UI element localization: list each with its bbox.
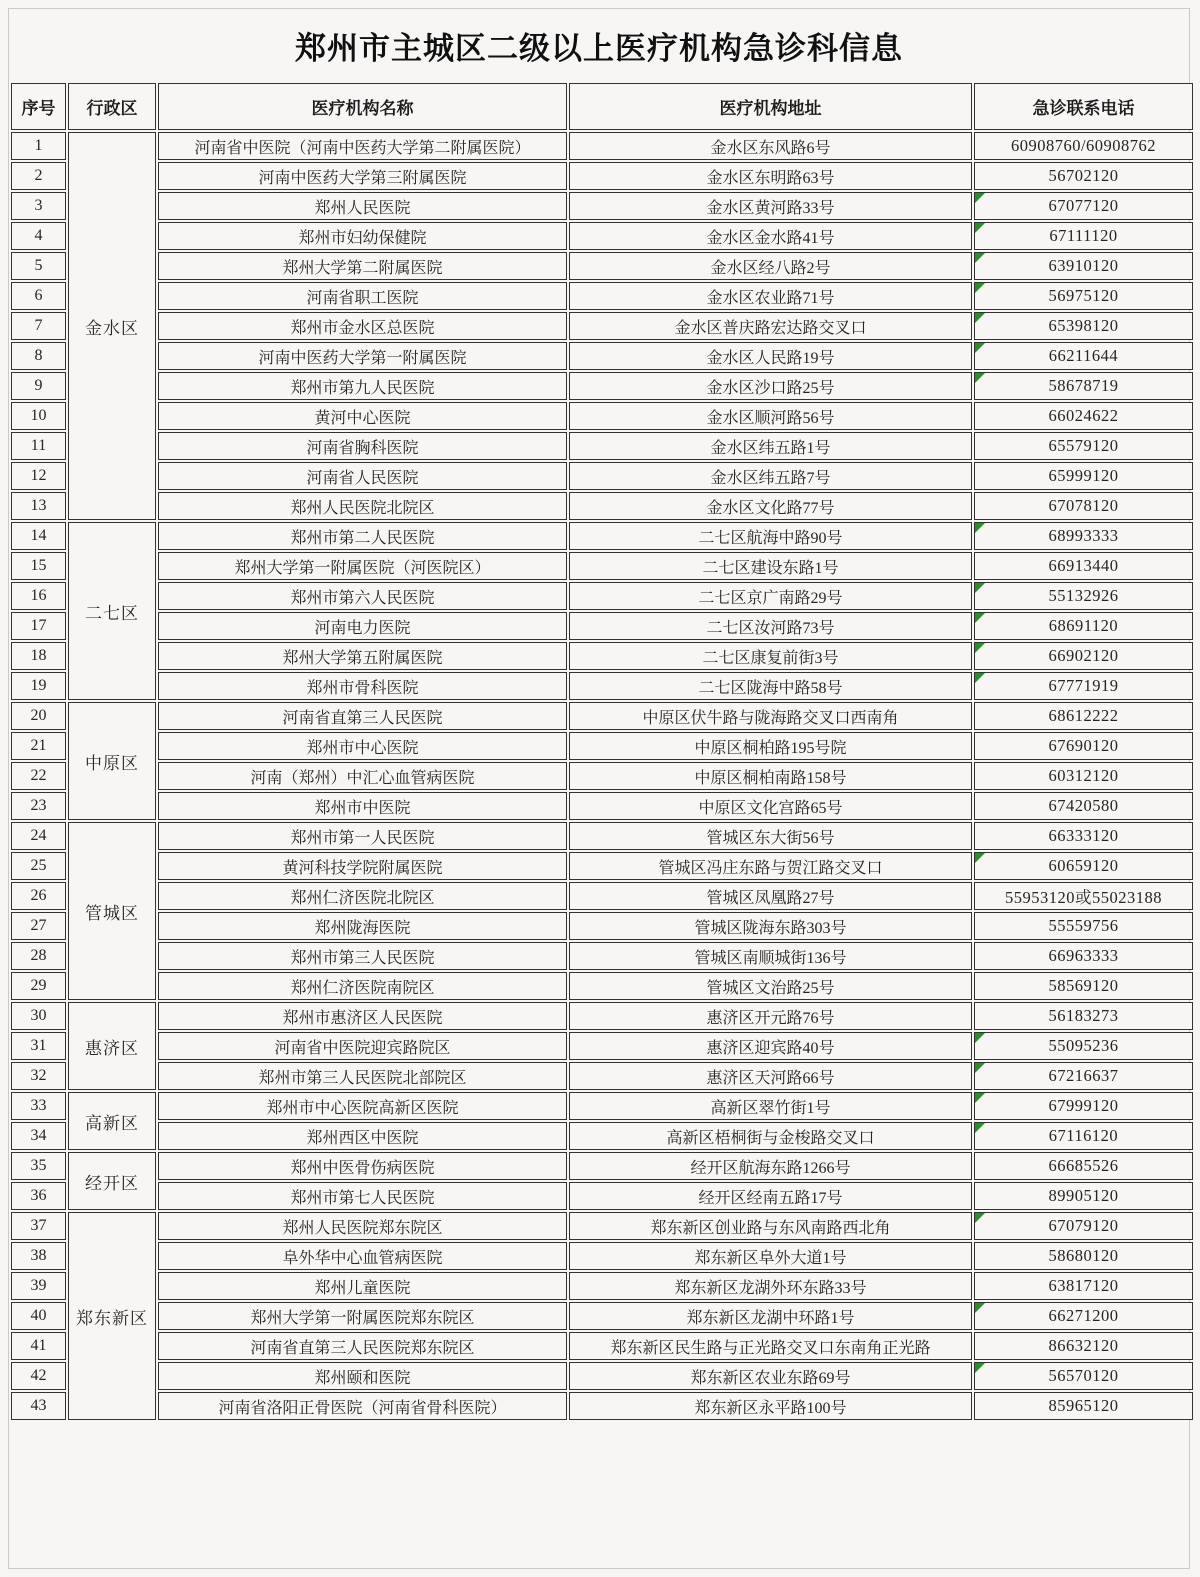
- hospital-address-cell: 金水区纬五路1号: [569, 432, 972, 460]
- column-header-district: 行政区: [68, 83, 156, 130]
- cell-corner-marker-icon: [975, 283, 985, 293]
- table-row: [11, 162, 1193, 190]
- row-number-cell: 11: [11, 432, 66, 460]
- row-number-cell: 37: [11, 1212, 66, 1240]
- table-body: [11, 132, 1193, 1420]
- hospital-address-cell: 经开区航海东路1266号: [569, 1152, 972, 1180]
- hospital-name-cell: 郑州市金水区总医院: [158, 312, 567, 340]
- hospital-address-cell: 金水区黄河路33号: [569, 192, 972, 220]
- table-row: [11, 222, 1193, 250]
- hospital-name-cell: 阜外华中心血管病医院: [158, 1242, 567, 1270]
- hospital-name-cell: 郑州市骨科医院: [158, 672, 567, 700]
- hospital-name-cell: 河南省职工医院: [158, 282, 567, 310]
- hospital-address-cell: 惠济区迎宾路40号: [569, 1032, 972, 1060]
- table-row: [11, 1092, 1193, 1120]
- hospital-address-cell: 二七区汝河路73号: [569, 612, 972, 640]
- hospital-name-cell: 黄河中心医院: [158, 402, 567, 430]
- cell-corner-marker-icon: [975, 613, 985, 623]
- hospital-address-cell: 高新区梧桐街与金梭路交叉口: [569, 1122, 972, 1150]
- table-row: [11, 1302, 1193, 1330]
- table-row: [11, 732, 1193, 760]
- hospital-emergency-table: [9, 81, 1195, 1422]
- column-header-no: 序号: [11, 83, 66, 130]
- cell-corner-marker-icon: [975, 1213, 985, 1223]
- hospital-address-cell: 金水区经八路2号: [569, 252, 972, 280]
- table-row: [11, 552, 1193, 580]
- row-number-cell: 18: [11, 642, 66, 670]
- hospital-address-cell: 二七区康复前街3号: [569, 642, 972, 670]
- cell-corner-marker-icon: [975, 523, 985, 533]
- cell-corner-marker-icon: [975, 313, 985, 323]
- hospital-name-cell: 郑州市中心医院高新区医院: [158, 1092, 567, 1120]
- column-header-phone: 急诊联系电话: [974, 83, 1193, 130]
- hospital-address-cell: 中原区文化宫路65号: [569, 792, 972, 820]
- hospital-name-cell: 郑州大学第二附属医院: [158, 252, 567, 280]
- cell-corner-marker-icon: [975, 1093, 985, 1103]
- hospital-address-cell: 郑东新区农业东路69号: [569, 1362, 972, 1390]
- district-cell: 金水区: [68, 132, 156, 520]
- cell-corner-marker-icon: [975, 583, 985, 593]
- emergency-phone-cell: 58680120: [974, 1242, 1193, 1270]
- hospital-name-cell: 郑州人民医院北院区: [158, 492, 567, 520]
- table-row: [11, 1362, 1193, 1390]
- hospital-address-cell: 金水区农业路71号: [569, 282, 972, 310]
- emergency-phone-cell: 55132926: [974, 582, 1193, 610]
- district-cell: 高新区: [68, 1092, 156, 1150]
- row-number-cell: 2: [11, 162, 66, 190]
- district-cell: 惠济区: [68, 1002, 156, 1090]
- hospital-address-cell: 二七区陇海中路58号: [569, 672, 972, 700]
- emergency-phone-cell: 66913440: [974, 552, 1193, 580]
- hospital-address-cell: 管城区凤凰路27号: [569, 882, 972, 910]
- hospital-address-cell: 金水区人民路19号: [569, 342, 972, 370]
- hospital-address-cell: 管城区冯庄东路与贺江路交叉口: [569, 852, 972, 880]
- row-number-cell: 43: [11, 1392, 66, 1420]
- emergency-phone-cell: 66333120: [974, 822, 1193, 850]
- row-number-cell: 21: [11, 732, 66, 760]
- emergency-phone-cell: 85965120: [974, 1392, 1193, 1420]
- column-header-address: 医疗机构地址: [569, 83, 972, 130]
- table-row: [11, 1002, 1193, 1030]
- hospital-address-cell: 惠济区天河路66号: [569, 1062, 972, 1090]
- row-number-cell: 35: [11, 1152, 66, 1180]
- table-row: [11, 492, 1193, 520]
- table-row: [11, 582, 1193, 610]
- emergency-phone-cell: 56975120: [974, 282, 1193, 310]
- table-row: [11, 702, 1193, 730]
- emergency-phone-cell: 67077120: [974, 192, 1193, 220]
- table-row: [11, 1392, 1193, 1420]
- emergency-phone-cell: 66024622: [974, 402, 1193, 430]
- emergency-phone-cell: 58569120: [974, 972, 1193, 1000]
- table-row: [11, 972, 1193, 1000]
- row-number-cell: 27: [11, 912, 66, 940]
- row-number-cell: 31: [11, 1032, 66, 1060]
- table-row: [11, 792, 1193, 820]
- emergency-phone-cell: 65398120: [974, 312, 1193, 340]
- emergency-phone-cell: 56702120: [974, 162, 1193, 190]
- table-row: [11, 192, 1193, 220]
- table-row: [11, 1332, 1193, 1360]
- hospital-name-cell: 河南省胸科医院: [158, 432, 567, 460]
- hospital-address-cell: 高新区翠竹街1号: [569, 1092, 972, 1120]
- column-header-name: 医疗机构名称: [158, 83, 567, 130]
- table-row: [11, 312, 1193, 340]
- row-number-cell: 12: [11, 462, 66, 490]
- emergency-phone-cell: 68691120: [974, 612, 1193, 640]
- emergency-phone-cell: 67999120: [974, 1092, 1193, 1120]
- row-number-cell: 23: [11, 792, 66, 820]
- table-row: [11, 132, 1193, 160]
- row-number-cell: 8: [11, 342, 66, 370]
- district-cell: 二七区: [68, 522, 156, 700]
- emergency-phone-cell: 66685526: [974, 1152, 1193, 1180]
- hospital-address-cell: 郑东新区阜外大道1号: [569, 1242, 972, 1270]
- table-row: [11, 342, 1193, 370]
- table-row: [11, 402, 1193, 430]
- emergency-phone-cell: 60659120: [974, 852, 1193, 880]
- hospital-name-cell: 郑州仁济医院南院区: [158, 972, 567, 1000]
- row-number-cell: 5: [11, 252, 66, 280]
- district-cell: 中原区: [68, 702, 156, 820]
- hospital-address-cell: 管城区文治路25号: [569, 972, 972, 1000]
- hospital-address-cell: 郑东新区龙湖外环东路33号: [569, 1272, 972, 1300]
- hospital-name-cell: 郑州陇海医院: [158, 912, 567, 940]
- table-row: [11, 1272, 1193, 1300]
- emergency-phone-cell: 65999120: [974, 462, 1193, 490]
- cell-corner-marker-icon: [975, 1063, 985, 1073]
- table-row: [11, 522, 1193, 550]
- emergency-phone-cell: 66902120: [974, 642, 1193, 670]
- table-row: [11, 762, 1193, 790]
- row-number-cell: 28: [11, 942, 66, 970]
- hospital-address-cell: 金水区普庆路宏达路交叉口: [569, 312, 972, 340]
- emergency-phone-cell: 65579120: [974, 432, 1193, 460]
- hospital-address-cell: 管城区东大街56号: [569, 822, 972, 850]
- hospital-name-cell: 郑州中医骨伤病医院: [158, 1152, 567, 1180]
- spreadsheet-sheet: [8, 8, 1190, 1569]
- hospital-address-cell: 惠济区开元路76号: [569, 1002, 972, 1030]
- cell-corner-marker-icon: [975, 253, 985, 263]
- header-row: [11, 83, 1193, 130]
- row-number-cell: 13: [11, 492, 66, 520]
- hospital-address-cell: 经开区经南五路17号: [569, 1182, 972, 1210]
- emergency-phone-cell: 63817120: [974, 1272, 1193, 1300]
- hospital-address-cell: 郑东新区龙湖中环路1号: [569, 1302, 972, 1330]
- hospital-name-cell: 郑州市第七人民医院: [158, 1182, 567, 1210]
- hospital-name-cell: 河南省中医院（河南中医药大学第二附属医院）: [158, 132, 567, 160]
- emergency-phone-cell: 89905120: [974, 1182, 1193, 1210]
- emergency-phone-cell: 55095236: [974, 1032, 1193, 1060]
- hospital-name-cell: 河南省直第三人民医院: [158, 702, 567, 730]
- hospital-name-cell: 郑州人民医院郑东院区: [158, 1212, 567, 1240]
- hospital-address-cell: 金水区纬五路7号: [569, 462, 972, 490]
- hospital-name-cell: 郑州市第三人民医院: [158, 942, 567, 970]
- hospital-name-cell: 河南省中医院迎宾路院区: [158, 1032, 567, 1060]
- row-number-cell: 24: [11, 822, 66, 850]
- hospital-address-cell: 二七区建设东路1号: [569, 552, 972, 580]
- emergency-phone-cell: 60908760/60908762: [974, 132, 1193, 160]
- hospital-address-cell: 金水区沙口路25号: [569, 372, 972, 400]
- emergency-phone-cell: 55953120或55023188: [974, 882, 1193, 910]
- hospital-address-cell: 二七区京广南路29号: [569, 582, 972, 610]
- row-number-cell: 22: [11, 762, 66, 790]
- hospital-address-cell: 郑东新区创业路与东风南路西北角: [569, 1212, 972, 1240]
- hospital-name-cell: 郑州市第三人民医院北部院区: [158, 1062, 567, 1090]
- table-row: [11, 1212, 1193, 1240]
- table-row: [11, 1182, 1193, 1210]
- hospital-name-cell: 黄河科技学院附属医院: [158, 852, 567, 880]
- table-row: [11, 612, 1193, 640]
- hospital-name-cell: 郑州市第二人民医院: [158, 522, 567, 550]
- row-number-cell: 33: [11, 1092, 66, 1120]
- table-row: [11, 1032, 1193, 1060]
- cell-corner-marker-icon: [975, 223, 985, 233]
- cell-corner-marker-icon: [975, 193, 985, 203]
- row-number-cell: 9: [11, 372, 66, 400]
- page-title: 郑州市主城区二级以上医疗机构急诊科信息: [295, 30, 903, 66]
- emergency-phone-cell: 67216637: [974, 1062, 1193, 1090]
- row-number-cell: 20: [11, 702, 66, 730]
- hospital-address-cell: 金水区文化路77号: [569, 492, 972, 520]
- hospital-name-cell: 河南中医药大学第三附属医院: [158, 162, 567, 190]
- emergency-phone-cell: 55559756: [974, 912, 1193, 940]
- row-number-cell: 16: [11, 582, 66, 610]
- hospital-name-cell: 郑州颐和医院: [158, 1362, 567, 1390]
- hospital-name-cell: 郑州市第九人民医院: [158, 372, 567, 400]
- district-cell: 管城区: [68, 822, 156, 1000]
- emergency-phone-cell: 56183273: [974, 1002, 1193, 1030]
- hospital-address-cell: 管城区南顺城街136号: [569, 942, 972, 970]
- emergency-phone-cell: 58678719: [974, 372, 1193, 400]
- emergency-phone-cell: 60312120: [974, 762, 1193, 790]
- hospital-name-cell: 郑州西区中医院: [158, 1122, 567, 1150]
- hospital-name-cell: 河南电力医院: [158, 612, 567, 640]
- hospital-address-cell: 郑东新区永平路100号: [569, 1392, 972, 1420]
- emergency-phone-cell: 67111120: [974, 222, 1193, 250]
- table-row: [11, 1152, 1193, 1180]
- row-number-cell: 34: [11, 1122, 66, 1150]
- row-number-cell: 42: [11, 1362, 66, 1390]
- cell-corner-marker-icon: [975, 853, 985, 863]
- table-row: [11, 432, 1193, 460]
- hospital-name-cell: 郑州市中医院: [158, 792, 567, 820]
- cell-corner-marker-icon: [975, 673, 985, 683]
- hospital-name-cell: 郑州大学第一附属医院郑东院区: [158, 1302, 567, 1330]
- row-number-cell: 25: [11, 852, 66, 880]
- row-number-cell: 41: [11, 1332, 66, 1360]
- hospital-address-cell: 金水区东风路6号: [569, 132, 972, 160]
- hospital-name-cell: 郑州大学第五附属医院: [158, 642, 567, 670]
- cell-corner-marker-icon: [975, 373, 985, 383]
- row-number-cell: 38: [11, 1242, 66, 1270]
- table-row: [11, 642, 1193, 670]
- table-row: [11, 672, 1193, 700]
- emergency-phone-cell: 63910120: [974, 252, 1193, 280]
- hospital-name-cell: 郑州大学第一附属医院（河医院区）: [158, 552, 567, 580]
- hospital-name-cell: 河南省洛阳正骨医院（河南省骨科医院）: [158, 1392, 567, 1420]
- hospital-address-cell: 二七区航海中路90号: [569, 522, 972, 550]
- row-number-cell: 40: [11, 1302, 66, 1330]
- row-number-cell: 36: [11, 1182, 66, 1210]
- emergency-phone-cell: 67690120: [974, 732, 1193, 760]
- table-header: [11, 83, 1193, 130]
- hospital-name-cell: 河南中医药大学第一附属医院: [158, 342, 567, 370]
- hospital-name-cell: 郑州仁济医院北院区: [158, 882, 567, 910]
- emergency-phone-cell: 66271200: [974, 1302, 1193, 1330]
- hospital-address-cell: 中原区桐柏路195号院: [569, 732, 972, 760]
- hospital-name-cell: 河南省直第三人民医院郑东院区: [158, 1332, 567, 1360]
- hospital-name-cell: 郑州市第六人民医院: [158, 582, 567, 610]
- row-number-cell: 7: [11, 312, 66, 340]
- district-cell: 郑东新区: [68, 1212, 156, 1420]
- row-number-cell: 29: [11, 972, 66, 1000]
- hospital-address-cell: 金水区金水路41号: [569, 222, 972, 250]
- hospital-name-cell: 郑州儿童医院: [158, 1272, 567, 1300]
- hospital-name-cell: 郑州市中心医院: [158, 732, 567, 760]
- emergency-phone-cell: 68612222: [974, 702, 1193, 730]
- table-row: [11, 882, 1193, 910]
- row-number-cell: 39: [11, 1272, 66, 1300]
- row-number-cell: 3: [11, 192, 66, 220]
- table-row: [11, 1062, 1193, 1090]
- table-row: [11, 822, 1193, 850]
- hospital-name-cell: 河南（郑州）中汇心血管病医院: [158, 762, 567, 790]
- hospital-name-cell: 郑州市第一人民医院: [158, 822, 567, 850]
- emergency-phone-cell: 66963333: [974, 942, 1193, 970]
- emergency-phone-cell: 67079120: [974, 1212, 1193, 1240]
- hospital-address-cell: 金水区顺河路56号: [569, 402, 972, 430]
- table-row: [11, 252, 1193, 280]
- hospital-address-cell: 金水区东明路63号: [569, 162, 972, 190]
- row-number-cell: 4: [11, 222, 66, 250]
- hospital-name-cell: 郑州市妇幼保健院: [158, 222, 567, 250]
- row-number-cell: 1: [11, 132, 66, 160]
- emergency-phone-cell: 66211644: [974, 342, 1193, 370]
- row-number-cell: 15: [11, 552, 66, 580]
- hospital-name-cell: 郑州市惠济区人民医院: [158, 1002, 567, 1030]
- emergency-phone-cell: 67420580: [974, 792, 1193, 820]
- cell-corner-marker-icon: [975, 1033, 985, 1043]
- hospital-address-cell: 中原区桐柏南路158号: [569, 762, 972, 790]
- hospital-address-cell: 管城区陇海东路303号: [569, 912, 972, 940]
- emergency-phone-cell: 86632120: [974, 1332, 1193, 1360]
- cell-corner-marker-icon: [975, 1123, 985, 1133]
- table-row: [11, 462, 1193, 490]
- emergency-phone-cell: 56570120: [974, 1362, 1193, 1390]
- table-row: [11, 852, 1193, 880]
- row-number-cell: 14: [11, 522, 66, 550]
- row-number-cell: 6: [11, 282, 66, 310]
- emergency-phone-cell: 67116120: [974, 1122, 1193, 1150]
- row-number-cell: 19: [11, 672, 66, 700]
- hospital-address-cell: 中原区伏牛路与陇海路交叉口西南角: [569, 702, 972, 730]
- emergency-phone-cell: 68993333: [974, 522, 1193, 550]
- hospital-name-cell: 河南省人民医院: [158, 462, 567, 490]
- cell-corner-marker-icon: [975, 1363, 985, 1373]
- hospital-address-cell: 郑东新区民生路与正光路交叉口东南角正光路: [569, 1332, 972, 1360]
- table-row: [11, 1122, 1193, 1150]
- row-number-cell: 26: [11, 882, 66, 910]
- table-row: [11, 942, 1193, 970]
- hospital-name-cell: 郑州人民医院: [158, 192, 567, 220]
- cell-corner-marker-icon: [975, 643, 985, 653]
- row-number-cell: 10: [11, 402, 66, 430]
- emergency-phone-cell: 67078120: [974, 492, 1193, 520]
- table-row: [11, 282, 1193, 310]
- emergency-phone-cell: 67771919: [974, 672, 1193, 700]
- table-row: [11, 1242, 1193, 1270]
- cell-corner-marker-icon: [975, 343, 985, 353]
- district-cell: 经开区: [68, 1152, 156, 1210]
- row-number-cell: 32: [11, 1062, 66, 1090]
- cell-corner-marker-icon: [975, 1303, 985, 1313]
- row-number-cell: 17: [11, 612, 66, 640]
- row-number-cell: 30: [11, 1002, 66, 1030]
- table-row: [11, 372, 1193, 400]
- table-row: [11, 912, 1193, 940]
